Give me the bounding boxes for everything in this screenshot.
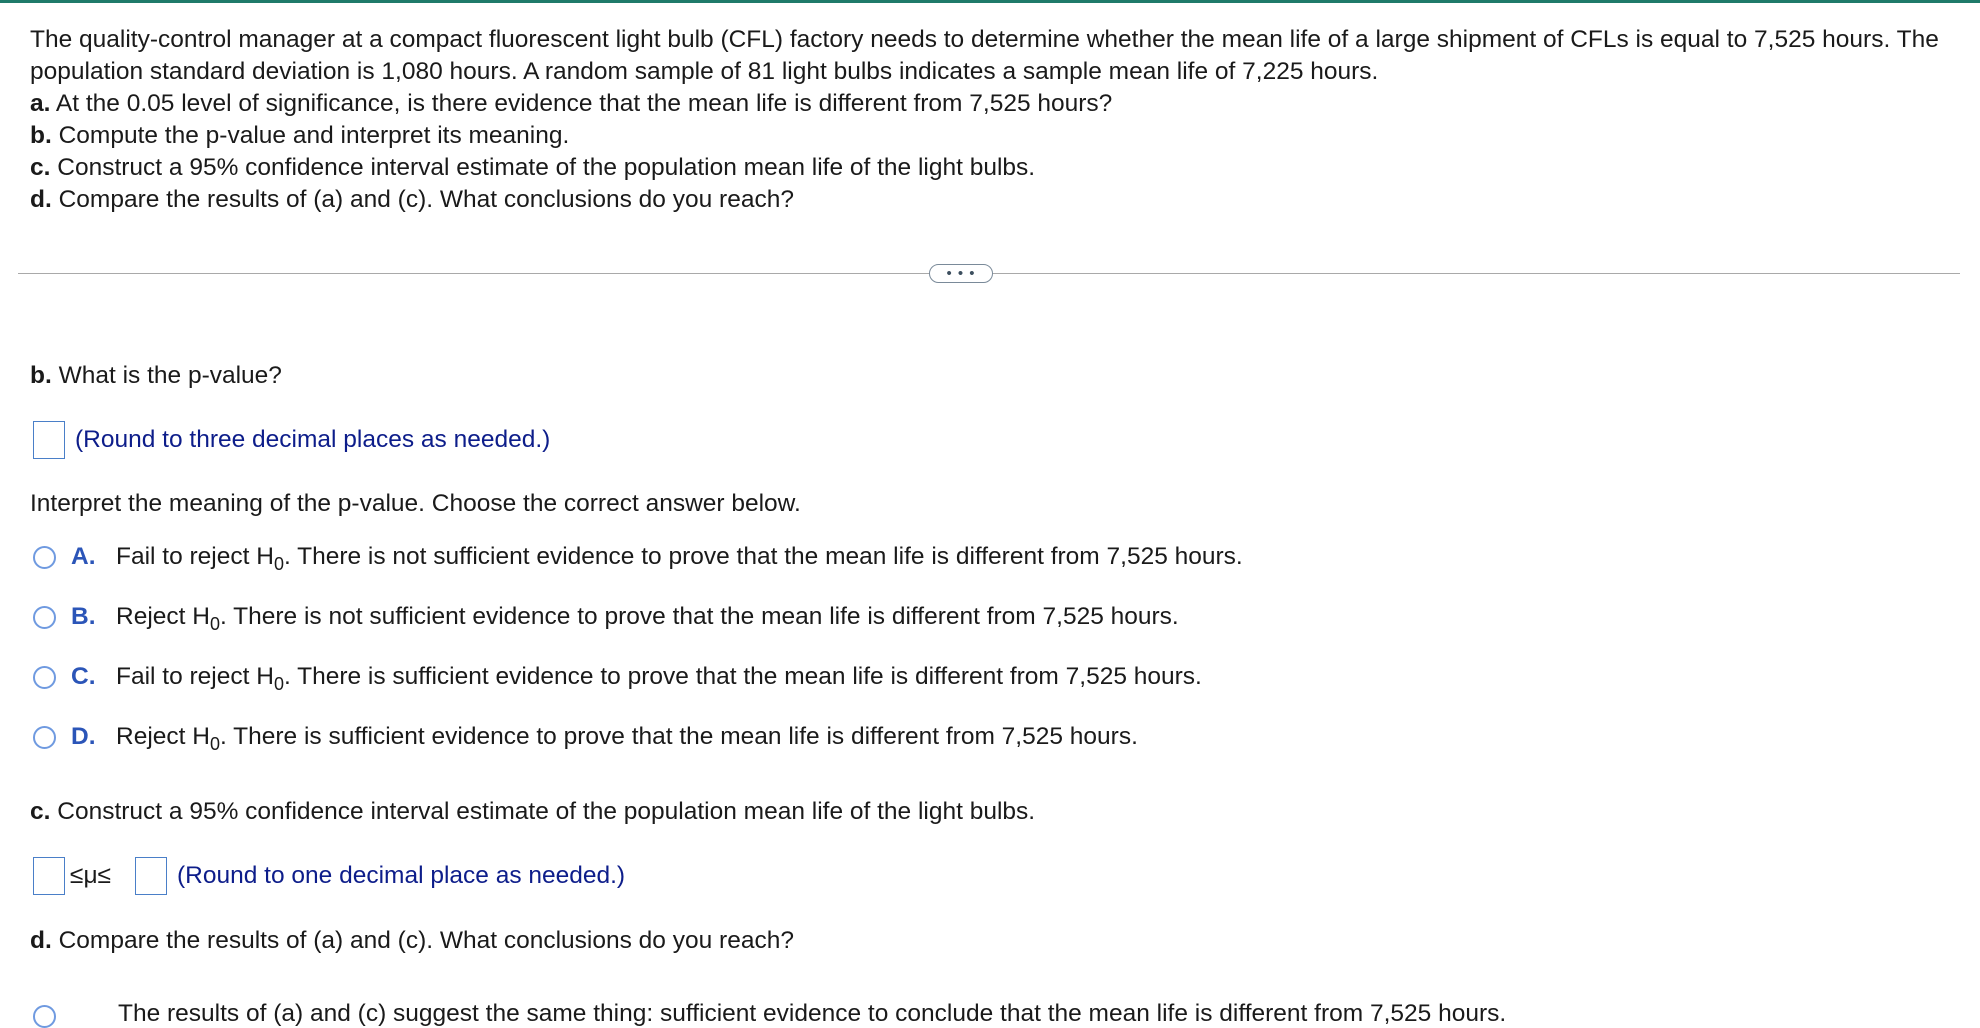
radio-part-d-option-a[interactable] xyxy=(33,1005,56,1028)
option-d[interactable] xyxy=(33,721,1138,753)
problem-stem: The quality-control manager at a compact fluorescent light bulb (CFL) factory needs to determine whether the mean life of a large shipment of CFLs is equal to 7,525 hours. The population standard deviation is 1,080 hours. A random sample of 81 light bulbs indicates a sample mean life of 7,225 hours. xyxy=(30,26,1939,85)
ci-hint: (Round to one decimal place as needed.) xyxy=(177,862,626,889)
radio-option-b[interactable] xyxy=(33,606,56,629)
problem-part-b: b. Compute the p-value and interpret its meaning. xyxy=(30,122,570,149)
ci-upper-input[interactable] xyxy=(135,857,167,895)
p-value-input[interactable] xyxy=(33,421,65,459)
option-a-text: Fail to reject $H_0$. There is not sufficient evidence to prove that the mean life is different from 7,525 hours. xyxy=(116,543,1243,574)
option-b[interactable] xyxy=(33,601,1179,633)
ci-inequality-symbol: ≤μ≤ xyxy=(70,862,112,889)
part-b-question: b. What is the p-value? xyxy=(30,362,282,389)
option-a-letter: A. xyxy=(71,543,96,570)
option-b-text: Reject $H_0$. There is not sufficient evidence to prove that the mean life is different from 7,525 hours. xyxy=(116,603,1179,634)
problem-part-c: c. Construct a 95% confidence interval estimate of the population mean life of the light bulbs. xyxy=(30,154,1036,181)
option-c-letter: C. xyxy=(71,663,96,690)
problem-statement xyxy=(30,24,1960,216)
option-c-text: Fail to reject $H_0$. There is sufficient evidence to prove that the mean life is different from 7,525 hours. xyxy=(116,663,1202,694)
radio-option-d[interactable] xyxy=(33,726,56,749)
ci-lower-input[interactable] xyxy=(33,857,65,895)
option-b-letter: B. xyxy=(71,603,96,630)
radio-option-c[interactable] xyxy=(33,666,56,689)
option-a[interactable] xyxy=(33,541,1243,573)
part-d-question: d. Compare the results of (a) and (c). What conclusions do you reach? xyxy=(30,927,794,954)
problem-part-d: d. Compare the results of (a) and (c). What conclusions do you reach? xyxy=(30,186,794,213)
option-c[interactable] xyxy=(33,661,1202,693)
p-value-hint: (Round to three decimal places as needed.) xyxy=(75,426,551,453)
problem-part-a: a. At the 0.05 level of significance, is there evidence that the mean life is different from 7,525 hours? xyxy=(30,90,1113,117)
part-d-option-a-text: The results of (a) and (c) suggest the same thing: sufficient evidence to conclude that the mean life is different from 7,525 hours. xyxy=(118,1000,1507,1027)
top-accent-bar xyxy=(0,0,1980,3)
radio-option-a[interactable] xyxy=(33,546,56,569)
option-d-letter: D. xyxy=(71,723,96,750)
option-d-text: Reject $H_0$. There is sufficient evidence to prove that the mean life is different from 7,525 hours. xyxy=(116,723,1138,754)
interpret-prompt: Interpret the meaning of the p-value. Choose the correct answer below. xyxy=(30,490,801,517)
part-c-question: c. Construct a 95% confidence interval estimate of the population mean life of the light bulbs. xyxy=(30,798,1036,825)
expand-more-button[interactable]: • • • xyxy=(929,264,993,283)
